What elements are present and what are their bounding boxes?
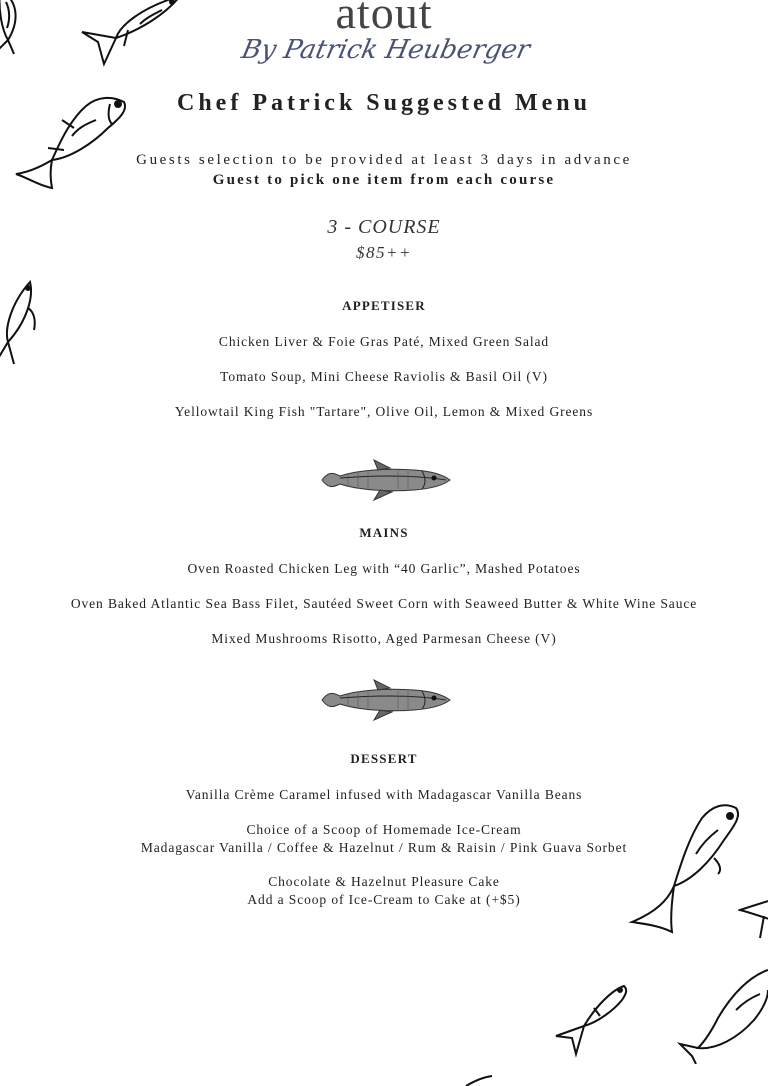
- menu-item: Choice of a Scoop of Homemade Ice-Cream: [246, 822, 522, 837]
- course-price: $85++: [356, 243, 412, 262]
- fish-bottom-right-icon: [676, 960, 768, 1064]
- course-label: 3 - COURSE: [327, 216, 441, 238]
- brand-logo: atout: [335, 0, 433, 38]
- menu-item: Mixed Mushrooms Risotto, Aged Parmesan Cheese (V): [211, 631, 557, 646]
- mains-heading: MAINS: [359, 525, 409, 540]
- advance-notice: Guests selection to be provided at least 3 days in advance: [136, 152, 632, 168]
- menu-item-subtext: Madagascar Vanilla / Coffee & Hazelnut / Rum & Raisin / Pink Guava Sorbet: [140, 840, 628, 855]
- fish-mid-left-icon: [0, 278, 42, 368]
- signature-logo: [0, 30, 768, 70]
- selection-instruction: Guest to pick one item from each course: [212, 172, 556, 188]
- fish-bottom-edge-icon: [462, 1074, 502, 1086]
- menu-item: Oven Baked Atlantic Sea Bass Filet, Sautéed Sweet Corn with Seaweed Butter & White Wine Sauce: [70, 596, 698, 611]
- menu-item-subtext: Add a Scoop of Ice-Cream to Cake at (+$5): [247, 892, 521, 907]
- menu-title: Chef Patrick Suggested Menu: [177, 90, 591, 116]
- menu-item: Vanilla Crème Caramel infused with Madagascar Vanilla Beans: [185, 787, 583, 802]
- sardine-divider-icon: [318, 678, 452, 722]
- appetiser-heading: APPETISER: [342, 298, 426, 313]
- menu-item: Chocolate & Hazelnut Pleasure Cake: [268, 874, 500, 889]
- menu-item: Yellowtail King Fish "Tartare", Olive Oil, Lemon & Mixed Greens: [174, 404, 594, 419]
- dessert-heading: DESSERT: [350, 751, 418, 766]
- fish-bottom-icon: [550, 980, 630, 1060]
- menu-item: Chicken Liver & Foie Gras Paté, Mixed Green Salad: [218, 334, 550, 349]
- menu-item: Oven Roasted Chicken Leg with “40 Garlic”, Mashed Potatoes: [187, 561, 581, 576]
- menu-item: Tomato Soup, Mini Cheese Raviolis & Basil Oil (V): [220, 369, 548, 384]
- sardine-divider-icon: [318, 458, 452, 502]
- svg-text:By Patrick Heuberger: By Patrick Heuberger: [238, 35, 533, 65]
